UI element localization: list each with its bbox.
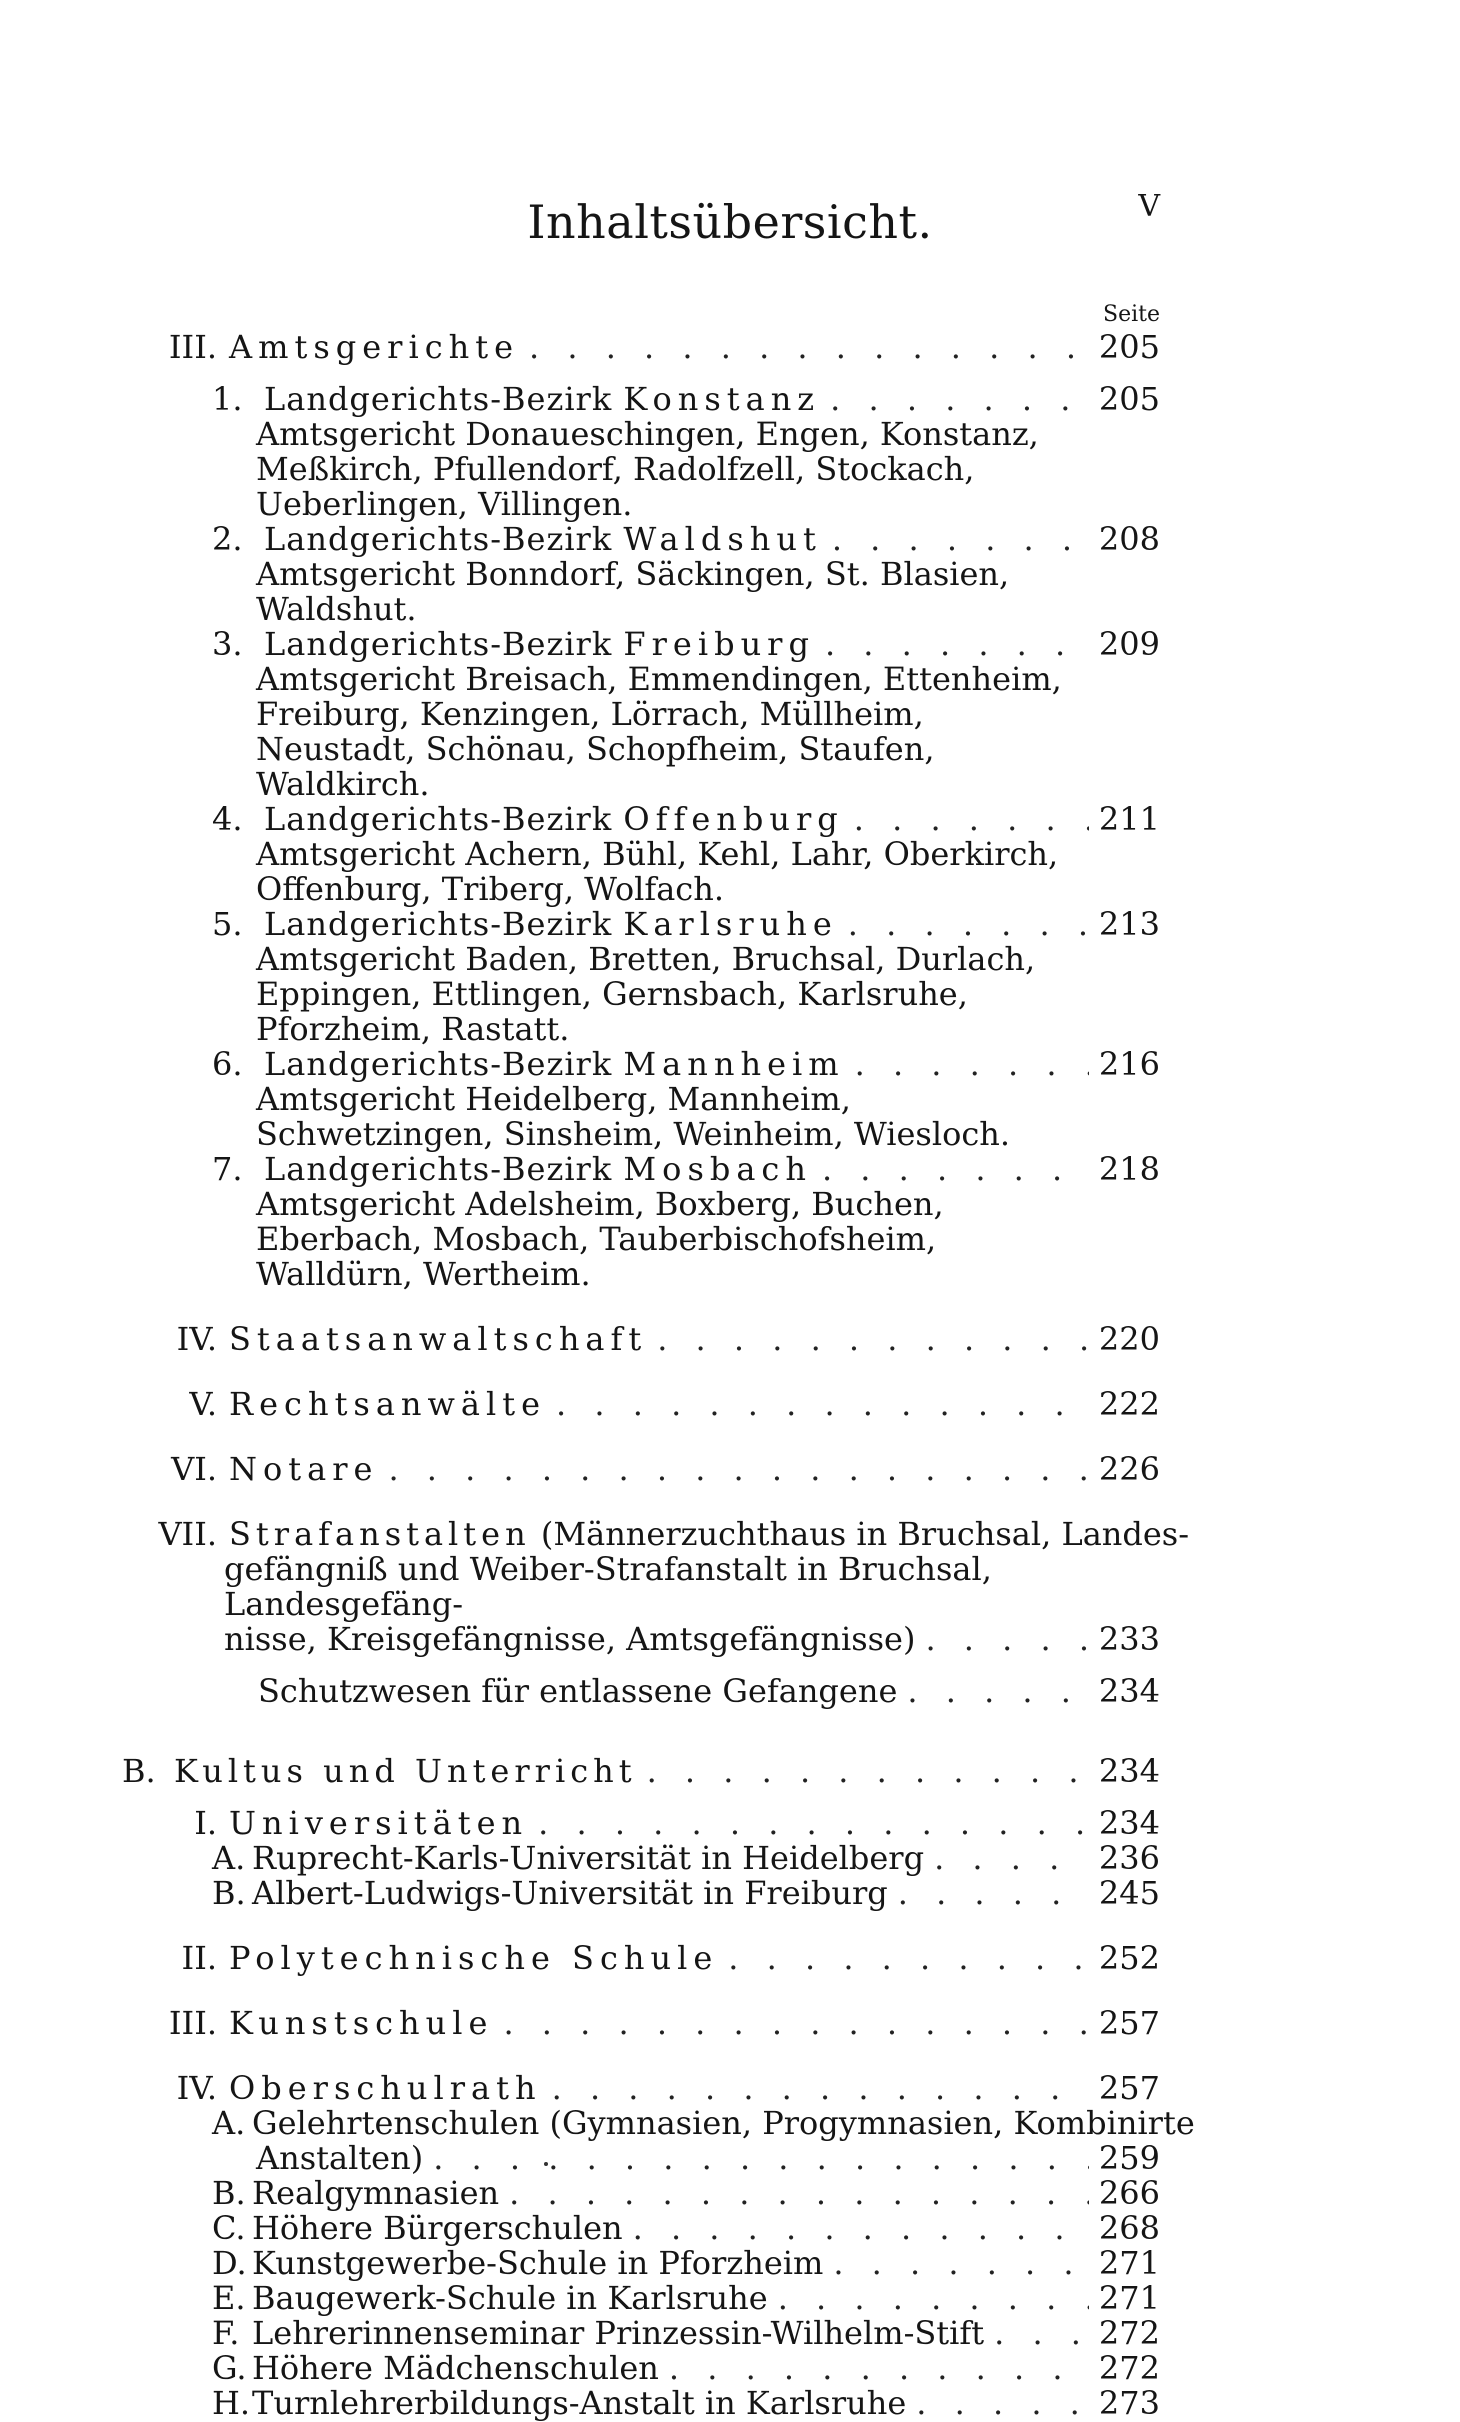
dot-leader: [503, 2006, 1088, 2041]
entry-number: 6.: [212, 1045, 243, 1083]
print-speck: [544, 2162, 548, 2166]
entry-number: F.: [212, 2314, 240, 2352]
dot-leader: [433, 2141, 1089, 2176]
entry-description-end: nisse, Kreisgefängnisse, Amtsgefängnisse): [224, 1620, 916, 1658]
entry-number: 4.: [212, 800, 243, 838]
dot-leader: [633, 2211, 1089, 2246]
entry-number: E.: [212, 2279, 246, 2317]
entry-label: Landgerichts-Bezirk: [264, 520, 624, 558]
entry-page: 271: [1098, 2279, 1160, 2317]
entry-page: 236: [1098, 1839, 1160, 1877]
toc-entry-lehrerinnenseminar[interactable]: [122, 2316, 1160, 2351]
entry-description: gefängniß und Weiber-Strafanstalt in Bruchsal, Landesgefäng-: [224, 1550, 992, 1623]
toc-entry-polytechnische-schule[interactable]: [122, 1941, 1160, 1976]
entry-label: Landgerichts-Bezirk: [264, 625, 624, 663]
dot-leader: [647, 1754, 1089, 1789]
toc-entry-strafanstalten-end[interactable]: [122, 1622, 1160, 1657]
entry-page: 205: [1098, 328, 1160, 366]
dot-leader: [669, 2351, 1089, 2386]
entry-page: 268: [1098, 2209, 1160, 2247]
entry-label: Strafanstalten: [229, 1515, 531, 1553]
entry-page: 208: [1098, 520, 1160, 558]
entry-label: Schutzwesen für entlassene Gefangene: [258, 1672, 898, 1710]
dot-leader: [657, 1322, 1089, 1357]
entry-description: Amtsgericht Bonndorf, Säckingen, St. Blasien, Waldshut.: [256, 555, 1010, 628]
entry-page: 234: [1098, 1672, 1160, 1710]
dot-leader: [538, 1806, 1089, 1841]
entry-label: Ruprecht-Karls-Universität in Heidelberg: [252, 1839, 925, 1877]
dot-leader: [509, 2176, 1089, 2211]
entry-place: Offenburg: [623, 800, 844, 838]
entry-page: 226: [1098, 1450, 1160, 1488]
entry-description: Amtsgericht Baden, Bretten, Bruchsal, Durlach, Eppingen, Ettlingen, Gernsbach, Karlsruhe, Pforzheim, Rastatt.: [256, 940, 1036, 1048]
entry-label: Turnlehrerbildungs-Anstalt in Karlsruhe: [252, 2384, 907, 2422]
dot-leader: [388, 1452, 1088, 1487]
entry-number: I.: [194, 1804, 217, 1842]
dot-leader: [854, 802, 1089, 837]
toc-entry-bezirk-waldshut[interactable]: [122, 522, 1160, 557]
entry-page: 257: [1098, 2069, 1160, 2107]
toc-entry-bezirk-freiburg[interactable]: [122, 627, 1160, 662]
entry-number: B.: [212, 1874, 246, 1912]
toc-entry-schutzwesen[interactable]: [122, 1674, 1160, 1709]
entry-page: 252: [1098, 1939, 1160, 1977]
toc-entry-bezirk-mosbach[interactable]: [122, 1152, 1160, 1187]
toc-entry-notare[interactable]: [122, 1452, 1160, 1487]
entry-page: 233: [1098, 1620, 1160, 1658]
entry-number: G.: [212, 2349, 247, 2387]
entry-number: IV.: [176, 1320, 217, 1358]
entry-number: H.: [212, 2384, 251, 2422]
dot-leader: [778, 2281, 1089, 2316]
entry-description: Amtsgericht Heidelberg, Mannheim, Schwetzingen, Sinsheim, Weinheim, Wiesloch.: [256, 1080, 1011, 1153]
dot-leader: [832, 522, 1089, 557]
entry-label: Universitäten: [229, 1804, 529, 1842]
entry-number: B.: [212, 2174, 246, 2212]
entry-number: 1.: [212, 380, 243, 418]
toc-entry-bezirk-offenburg[interactable]: [122, 802, 1160, 837]
toc-entry-hoehere-buergerschulen[interactable]: [122, 2211, 1160, 2246]
entry-page: 271: [1098, 2244, 1160, 2282]
entry-label: Höhere Bürgerschulen: [252, 2209, 623, 2247]
entry-label: Lehrerinnenseminar Prinzessin-Wilhelm-Stift: [252, 2314, 985, 2352]
entry-number: C.: [212, 2209, 246, 2247]
entry-page: 220: [1098, 1320, 1160, 1358]
dot-leader: [907, 1674, 1089, 1709]
entry-label-continued: Anstalten): [256, 2139, 424, 2177]
toc-entry-turnlehrerbildungs-anstalt[interactable]: [122, 2386, 1160, 2421]
dot-leader: [552, 2071, 1089, 2106]
toc-entry-staatsanwaltschaft[interactable]: [122, 1322, 1160, 1357]
toc-entry-gelehrtenschulen-end[interactable]: [122, 2141, 1160, 2176]
entry-number: 2.: [212, 520, 243, 558]
entry-page: 245: [1098, 1874, 1160, 1912]
page-number: V: [1138, 189, 1160, 224]
dot-leader: [556, 1387, 1089, 1422]
toc-entry-kunstschule[interactable]: [122, 2006, 1160, 2041]
entry-number: VI.: [171, 1450, 217, 1488]
toc-entry-strafanstalten[interactable]: [122, 1515, 1190, 1553]
entry-label: Rechtsanwälte: [229, 1385, 547, 1423]
entry-label: Staatsanwaltschaft: [229, 1320, 648, 1358]
entry-label: Kunstschule: [229, 2004, 494, 2042]
toc-entry-oberschulrath[interactable]: [122, 2071, 1160, 2106]
entry-page: 273: [1098, 2384, 1160, 2422]
entry-place: Freiburg: [623, 625, 815, 663]
entry-page: 222: [1098, 1385, 1160, 1423]
dot-leader: [898, 1876, 1089, 1911]
entry-label: Notare: [229, 1450, 379, 1488]
dot-leader: [830, 382, 1089, 417]
dot-leader: [825, 627, 1089, 662]
dot-leader: [822, 1152, 1089, 1187]
entry-page: 234: [1098, 1752, 1160, 1790]
entry-number: 7.: [212, 1150, 243, 1188]
entry-label: Landgerichts-Bezirk: [264, 380, 624, 418]
entry-label: Kunstgewerbe-Schule in Pforzheim: [252, 2244, 824, 2282]
toc-entry-realgymnasien[interactable]: [122, 2176, 1160, 2211]
toc-entry-gelehrtenschulen[interactable]: [122, 2104, 1195, 2142]
entry-page: 205: [1098, 380, 1160, 418]
entry-label: Gelehrtenschulen (Gymnasien, Progymnasien, Kombinirte: [252, 2104, 1195, 2142]
dot-leader: [848, 907, 1089, 942]
toc-entry-universitaet-freiburg[interactable]: [122, 1876, 1160, 1911]
table-of-contents: [122, 328, 1195, 2422]
entry-number: A.: [212, 2104, 246, 2142]
entry-label: Albert-Ludwigs-Universität in Freiburg: [252, 1874, 888, 1912]
entry-label: Landgerichts-Bezirk: [264, 905, 624, 943]
entry-label: Realgymnasien: [252, 2174, 500, 2212]
entry-page: 272: [1098, 2349, 1160, 2387]
dot-leader: [529, 330, 1089, 365]
entry-place: Waldshut: [623, 520, 822, 558]
seite-column-label: Seite: [1103, 302, 1160, 327]
entry-label: Polytechnische Schule: [229, 1939, 719, 1977]
entry-label-detail: (Männerzuchthaus in Bruchsal, Landes-: [530, 1515, 1190, 1553]
toc-entry-bezirk-mannheim[interactable]: [122, 1047, 1160, 1082]
page-title: Inhaltsübersicht.: [527, 195, 933, 249]
toc-entry-bezirk-konstanz[interactable]: [122, 382, 1160, 417]
entry-number: VII.: [158, 1515, 217, 1553]
toc-entry-kultus-und-unterricht[interactable]: [122, 1754, 1160, 1789]
entry-place: Mannheim: [623, 1045, 845, 1083]
toc-entry-hoehere-maedchenschulen[interactable]: [122, 2351, 1160, 2386]
entry-label: Baugewerk-Schule in Karlsruhe: [252, 2279, 768, 2317]
entry-number: III.: [168, 328, 217, 366]
entry-place: Mosbach: [623, 1150, 812, 1188]
dot-leader: [833, 2246, 1089, 2281]
dot-leader: [855, 1047, 1089, 1082]
entry-label: Oberschulrath: [229, 2069, 542, 2107]
dot-leader: [994, 2316, 1089, 2351]
entry-page: 211: [1098, 800, 1160, 838]
entry-place: Karlsruhe: [623, 905, 838, 943]
toc-entry-amtsgerichte[interactable]: [122, 330, 1160, 365]
entry-number: B.: [122, 1752, 156, 1790]
entry-page: 272: [1098, 2314, 1160, 2352]
entry-description: Amtsgericht Breisach, Emmendingen, Ettenheim, Freiburg, Kenzingen, Lörrach, Müllheim, Neustadt, Schönau, Schopfheim, Staufen, Waldkirch.: [256, 660, 1062, 803]
toc-entry-kunstgewerbe-schule[interactable]: [122, 2246, 1160, 2281]
entry-number: V.: [189, 1385, 217, 1423]
entry-number: 3.: [212, 625, 243, 663]
entry-number: 5.: [212, 905, 243, 943]
entry-label: Amtsgerichte: [229, 328, 520, 366]
entry-page: 218: [1098, 1150, 1160, 1188]
entry-page: 259: [1098, 2139, 1160, 2177]
entry-number: II.: [181, 1939, 217, 1977]
entry-place: Konstanz: [623, 380, 821, 418]
entry-description: Amtsgericht Donaueschingen, Engen, Konstanz, Meßkirch, Pfullendorf, Radolfzell, Stockach, Ueberlingen, Villingen.: [256, 415, 1039, 523]
toc-entry-universitaet-heidelberg[interactable]: [122, 1841, 1160, 1876]
entry-description: Amtsgericht Achern, Bühl, Kehl, Lahr, Oberkirch, Offenburg, Triberg, Wolfach.: [256, 835, 1059, 908]
entry-number: IV.: [176, 2069, 217, 2107]
toc-entry-bezirk-karlsruhe[interactable]: [122, 907, 1160, 942]
entry-page: 234: [1098, 1804, 1160, 1842]
entry-number: A.: [212, 1839, 246, 1877]
entry-page: 209: [1098, 625, 1160, 663]
page-header: [0, 189, 1460, 255]
entry-label: Landgerichts-Bezirk: [264, 1150, 624, 1188]
entry-label: Kultus und Unterricht: [174, 1752, 637, 1790]
entry-label: Höhere Mädchenschulen: [252, 2349, 659, 2387]
entry-page: 213: [1098, 905, 1160, 943]
entry-number: D.: [212, 2244, 247, 2282]
entry-number: III.: [168, 2004, 217, 2042]
entry-page: 216: [1098, 1045, 1160, 1083]
toc-entry-baugewerk-schule[interactable]: [122, 2281, 1160, 2316]
toc-entry-rechtsanwaelte[interactable]: [122, 1387, 1160, 1422]
entry-page: 266: [1098, 2174, 1160, 2212]
entry-label: Landgerichts-Bezirk: [264, 1045, 624, 1083]
dot-leader: [925, 1622, 1088, 1657]
dot-leader: [934, 1841, 1089, 1876]
entry-label: Landgerichts-Bezirk: [264, 800, 624, 838]
dot-leader: [728, 1941, 1089, 1976]
dot-leader: [916, 2386, 1089, 2421]
entry-description: Amtsgericht Adelsheim, Boxberg, Buchen, Eberbach, Mosbach, Tauberbischofsheim, Walldürn, Wertheim.: [256, 1185, 944, 1293]
toc-entry-universitaeten[interactable]: [122, 1806, 1160, 1841]
entry-page: 257: [1098, 2004, 1160, 2042]
